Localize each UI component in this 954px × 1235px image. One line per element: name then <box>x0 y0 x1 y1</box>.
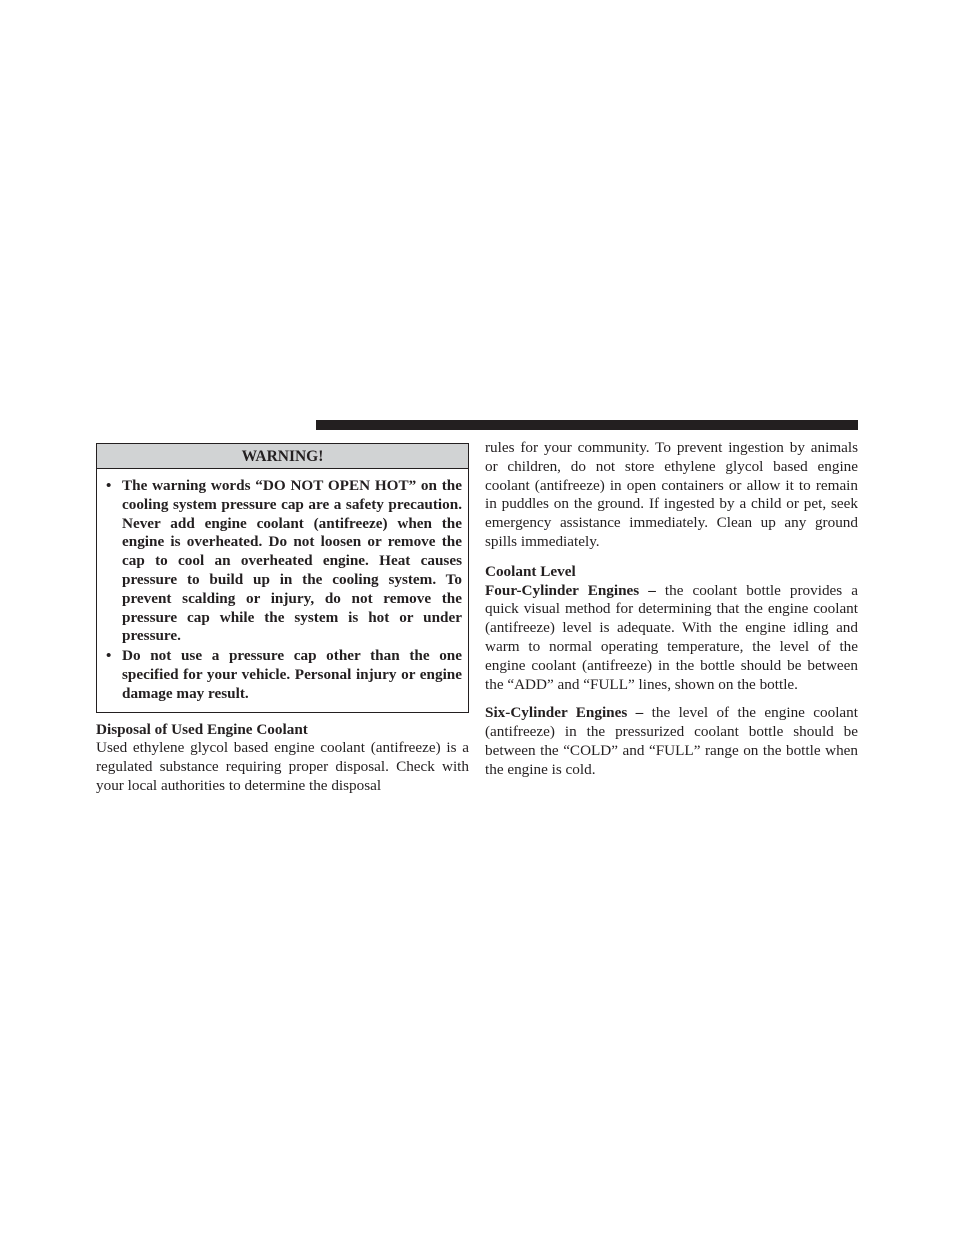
four-cylinder-paragraph <box>485 582 858 695</box>
disposal-heading: Disposal of Used Engine Coolant <box>96 720 308 738</box>
bullet-icon: • <box>106 477 112 494</box>
warning-list <box>97 469 468 712</box>
four-cylinder-label: Four-Cylinder Engines – <box>485 581 656 599</box>
left-column <box>96 443 469 796</box>
warning-item <box>103 647 462 703</box>
warning-item-text: The warning words “DO NOT OPEN HOT” on the cooling system pressure cap are a safety precaution. Never add engine coolant (antifreeze) when the engine is overheated. Do not loosen or remove the cap to cool an overheated engine. Heat causes pressure to build up in the cooling system. To prevent scalding or injury, do not remove the pressure cap while the system is hot or under pressure. <box>122 477 462 645</box>
six-cylinder-paragraph <box>485 704 858 779</box>
warning-item <box>103 477 462 646</box>
six-cylinder-text: the level of the engine coolant (antifreeze) in the pressurized coolant bottle should be between the “COLD” and “FULL” range on the bottle when the engine is cold. <box>485 704 858 778</box>
coolant-level-heading: Coolant Level <box>485 562 576 580</box>
four-cylinder-text: the coolant bottle provides a quick visual method for determining that the engine coolant (antifreeze) level is adequate. With the engine idling and warm to normal operating temperature, the level of the engine coolant (antifreeze) in the bottle should be between the “ADD” and “FULL” lines, shown on the bottle. <box>485 581 858 693</box>
right-column <box>485 439 858 780</box>
section-rule <box>316 420 858 430</box>
disposal-paragraph-continued: rules for your community. To prevent ingestion by animals or children, do not store ethylene glycol based engine coolant (antifreeze) in open containers or allow it to remain in puddles on the ground. If ingested by a child or pet, seek emergency assistance immediately. Clean up any ground spills immediately. <box>485 439 858 550</box>
bullet-icon: • <box>106 647 112 665</box>
warning-title: WARNING! <box>97 444 468 469</box>
warning-item-text: Do not use a pressure cap other than the one specified for your vehicle. Personal injury or engine damage may result. <box>122 647 462 702</box>
warning-box <box>96 443 469 713</box>
six-cylinder-label: Six-Cylinder Engines – <box>485 704 644 722</box>
disposal-paragraph-start: Used ethylene glycol based engine coolant (antifreeze) is a regulated substance requiring proper disposal. Check with your local authorities to determine the disposal <box>96 739 469 794</box>
